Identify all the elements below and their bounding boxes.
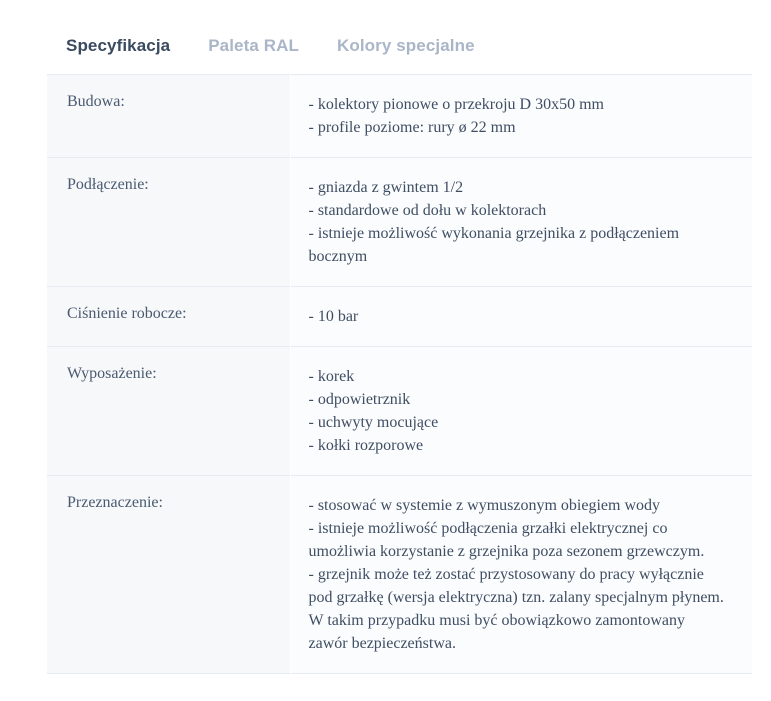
tab-specyfikacja[interactable]	[66, 36, 170, 56]
value-line: - profile poziome: rury ø 22 mm	[308, 119, 516, 136]
table-row	[47, 347, 752, 476]
table-row	[47, 75, 752, 158]
tab-bar	[0, 0, 771, 56]
row-label: Wyposażenie:	[47, 347, 290, 476]
value-line: - korek	[308, 368, 355, 385]
specification-table	[47, 74, 752, 674]
table-row	[47, 158, 752, 287]
row-value	[290, 287, 752, 347]
table-row	[47, 287, 752, 347]
value-line: - kołki rozporowe	[308, 437, 424, 454]
tab-kolory-specjalne[interactable]	[337, 36, 475, 56]
tab-specyfikacja-label: Specyfikacja	[66, 36, 171, 55]
tab-paleta-ral[interactable]	[208, 36, 299, 56]
value-line: - 10 bar	[308, 308, 359, 325]
table-row	[47, 476, 752, 674]
row-label: Ciśnienie robocze:	[47, 287, 290, 347]
value-line: - stosować w systemie z wymuszonym obiegiem wody	[308, 497, 660, 514]
row-value	[290, 158, 752, 287]
row-value	[290, 476, 752, 674]
value-line: - kolektory pionowe o przekroju D 30x50 mm	[308, 96, 604, 113]
row-label: Budowa:	[47, 75, 290, 158]
tab-paleta-ral-label: Paleta RAL	[208, 36, 299, 55]
value-line: - standardowe od dołu w kolektorach	[308, 202, 547, 219]
value-line: - odpowietrznik	[308, 391, 411, 408]
row-value	[290, 347, 752, 476]
value-line: - grzejnik może też zostać przystosowany do pracy wyłącznie pod grzałkę (wersja elektryczna) tzn. zalany specjalnym płynem. W takim przypadku musi być obowiązkowo zamontowany zawór bezpieczeństwa.	[308, 566, 724, 652]
tab-kolory-specjalne-label: Kolory specjalne	[336, 36, 475, 55]
row-label: Przeznaczenie:	[47, 476, 290, 674]
value-line: - uchwyty mocujące	[308, 414, 439, 431]
left-gutter	[0, 74, 47, 701]
row-value	[290, 75, 752, 158]
value-line: - gniazda z gwintem 1/2	[308, 179, 464, 196]
value-line: - istnieje możliwość podłączenia grzałki elektrycznej co umożliwia korzystanie z grzejnika poza sezonem grzewczym.	[308, 520, 705, 560]
row-label: Podłączenie:	[47, 158, 290, 287]
value-line: - istnieje możliwość wykonania grzejnika z podłączeniem bocznym	[308, 225, 680, 265]
